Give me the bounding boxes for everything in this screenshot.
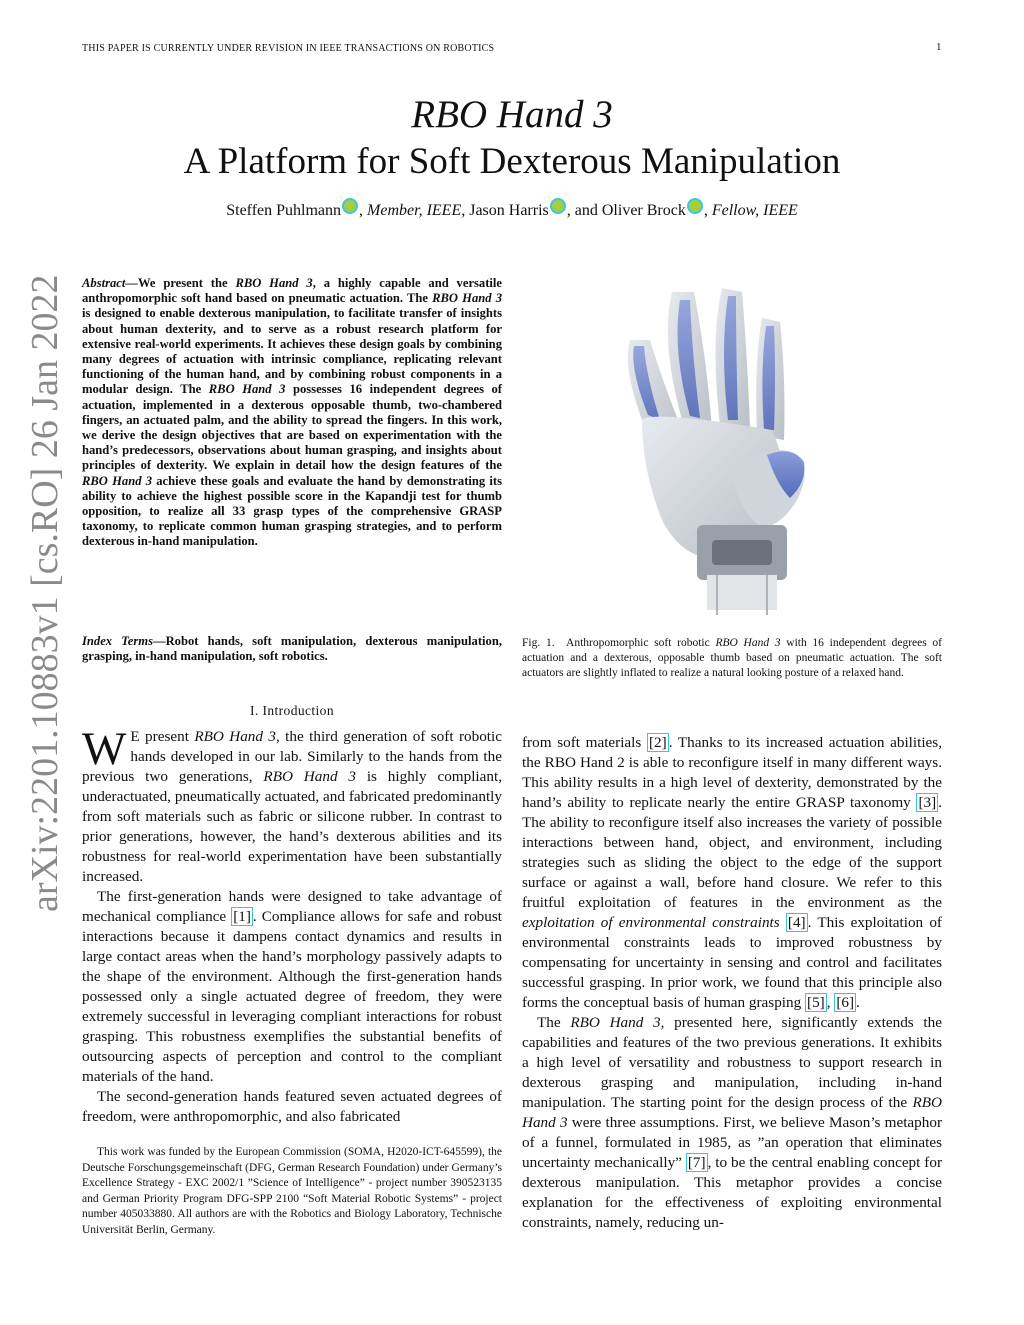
paragraph: The first-generation hands were designed to take advantage of mechanical compliance [1] . Compliance allows for safe and robust interactions because it dampens contact dynamics and results in large contact areas when the hand’s morphology passively adapts to the shape of the environment. Although the first-generation hands possessed only a single actuated degree of freedom, they were extremely successful in leveraging compliant interactions for robust grasping. This robustness exemplifies the substantial benefits of outsourcing aspects of perception and control to the compliant materials of the hand.: [82, 888, 502, 1085]
finger-index: [756, 318, 784, 440]
citation-link[interactable]: [6]: [836, 994, 855, 1011]
author-role: Fellow, IEEE: [711, 202, 798, 219]
paragraph: The second-generation hands featured seven actuated degrees of freedom, were anthropomorphic, and also fabricated: [82, 1088, 502, 1125]
robot-hand-figure: [522, 270, 942, 630]
citation-link[interactable]: [5]: [807, 994, 825, 1011]
finger-ring: [668, 292, 712, 430]
wrist-mechanism: [697, 525, 787, 615]
intro-left-column: [82, 723, 502, 1127]
citation-link[interactable]: [4]: [787, 914, 806, 931]
orcid-icon[interactable]: [342, 198, 358, 214]
citation-link[interactable]: [2]: [648, 734, 667, 751]
author-name: Steffen Puhlmann: [226, 202, 342, 219]
page-number: 1: [936, 41, 942, 53]
arxiv-identifier: arXiv:2201.10883v1 [cs.RO] 26 Jan 2022: [24, 274, 66, 912]
paper-title-line1: RBO Hand 3: [411, 93, 613, 136]
abstract: Abstract—We present the RBO Hand 3, a highly capable and versatile anthropomorphic soft hand based on pneumatic actuation. The RBO Hand 3 is designed to enable dexterous manipulation, to facilitate transfer of insights about human dexterity, and to serve as a robust research platform for extensive real-world experiments. It achieves these design goals by combining many degrees of actuation with intrinsic compliance, replicating relevant functioning of the human hand, and by combining robust components in a modular design. The RBO Hand 3 possesses 16 independent degrees of actuation, implemented in a dexterous opposable thumb, two-chambered fingers, an actuated palm, and the ability to spread the fingers. In this work, we derive the design objectives that are based on experimentation with the hand’s predecessors, observations about human grasping, and insights about principles of dexterity. We explain in detail how the design features of the RBO Hand 3 achieve these goals and evaluate the hand by demonstrating its ability to achieve the highest possible score in the Kapandji test for thumb opposition, to realize all 33 grasp types of the comprehensive GRASP taxonomy, to replicate common human grasping strategies, and to perform dexterous in-hand manipulation.: [82, 276, 503, 549]
orcid-icon[interactable]: [550, 198, 566, 214]
section-heading: I. Introduction: [250, 703, 334, 718]
citation-link[interactable]: [3]: [918, 794, 937, 811]
citation-link[interactable]: [1]: [233, 908, 251, 925]
orcid-icon[interactable]: [687, 198, 703, 214]
index-terms: Index Terms—Robot hands, soft manipulation, dexterous manipulation, grasping, in-hand manipulation, soft robotics.: [82, 634, 502, 664]
paragraph: W E present RBO Hand 3, the third generation of soft robotic hands developed in our lab. Similarly to the hands from the previous two generations, RBO Hand 3 is highly compliant, underactuated, pneumatically actuated, and fabricated predominantly from soft materials such as fabric or silicone rubber. In contrast to prior generations, however, the hand’s dexterous abilities and its robustness for real-world experimentation have been substantially increased.: [82, 723, 502, 885]
author-name: Oliver Brock: [601, 202, 686, 219]
intro-right-column: [522, 733, 942, 1233]
drop-cap: W: [82, 723, 127, 775]
abstract-label: Abstract—: [82, 276, 138, 290]
author-list: Steffen Puhlmann , Member, IEEE, Jason Harris , and Oliver Brock , Fellow, IEEE: [0, 198, 1024, 220]
paper-title-line2: A Platform for Soft Dexterous Manipulation: [183, 141, 841, 182]
running-header: THIS PAPER IS CURRENTLY UNDER REVISION IN IEEE TRANSACTIONS ON ROBOTICS: [82, 43, 495, 54]
finger-middle: [715, 288, 750, 428]
citation-link[interactable]: [7]: [687, 1154, 706, 1171]
index-terms-label: Index Terms: [82, 634, 153, 648]
paragraph: The RBO Hand 3, presented here, significantly extends the capabilities and features of the two previous generations. It exhibits a high level of versatility and robustness to support research in dexterous grasping and manipulation, including in-hand manipulation. The starting point for the design process of the RBO Hand 3 were three assumptions. First, we believe Mason’s metaphor of a funnel, formulated in 1985, as ”an operation that eliminates uncertainty mechanically” [7] , to be the central enabling concept for dexterous manipulation. This metaphor provides a concise explanation for the effectiveness of exploiting environmental constraints, namely, reducing un-: [522, 1014, 943, 1231]
robot-hand-photo: [522, 270, 942, 630]
paragraph: from soft materials [2] . Thanks to its increased actuation abilities, the RBO Hand 2 is able to reconfigure itself in many different ways. This ability results in a high level of dexterity, demonstrated by the hand’s ability to replicate nearly the entire GRASP taxonomy [3] . The ability to reconfigure itself also increases the variety of possible interactions between hand, object, and environment, including strategies such as sliding the object to the edge of the support surface or against a wall, before hand closure. We refer to this fruitful exploitation of features in the environment as the exploitation of environmental constraints [4] . This exploitation of environmental constraints leads to improved robustness by compensating for uncertainty in sensing and control and facilitates successful grasping. In prior work, we found that this principle also forms the conceptual basis of human grasping [5] , [6] .: [522, 734, 943, 1011]
footnote: This work was funded by the European Commission (SOMA, H2020-ICT-645599), the Deutsche Forschungsgemeinschaft (DFG, German Research Foundation) under Germany’s Excellence Strategy - EXC 2002/1 ”Science of Intelligence” - project number 390523135 and German Priority Program DFG-SPP 2100 “Soft Material Robotic Systems” - project number 405033880. All authors are with the Robotics and Biology Laboratory, Technische Universität Berlin, Germany.: [82, 1146, 502, 1236]
figure-caption: Fig. 1. Anthropomorphic soft robotic RBO Hand 3 with 16 independent degrees of actuation and a dexterous, opposable thumb based on pneumatic actuation. The soft actuators are slightly inflated to realize a natural looking posture of a relaxed hand.: [522, 637, 943, 679]
figure-label: Fig. 1.: [522, 637, 555, 649]
author-role: Member, IEEE: [367, 202, 462, 219]
author-name: Jason Harris: [469, 202, 549, 219]
